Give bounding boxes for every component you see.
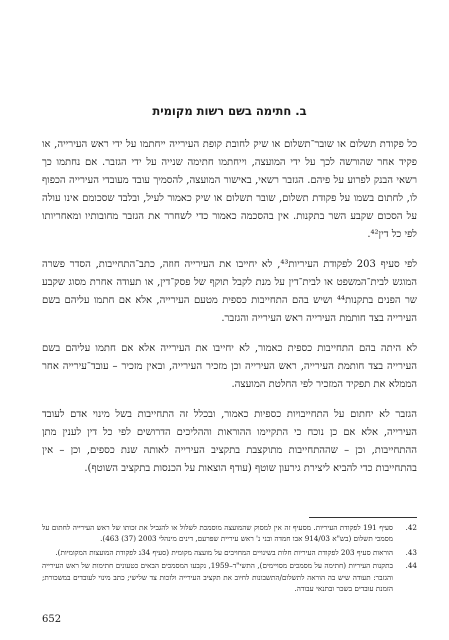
page-number: 652 xyxy=(42,614,62,625)
body-text xyxy=(42,136,417,490)
footnote xyxy=(42,547,417,558)
paragraph: לפי סעיף 203 לפקודת העיריות⁴³, לא יחייבו את העירייה חוזה, כתב־התחייבות, הסדר פשרה המוגש לבית־המשפט או לבית־דין על מנת לקבל תוקף של פסק־דין, או תעודה אחרת מסוג שקבע שר הפנים בתקנות⁴⁴ ושיש בהם התחייבות כספית מטעם העירייה, אלא אם חתמו עליהם בשם העירייה בצד חותמת העירייה ראש העירייה והגזבר. xyxy=(42,259,417,324)
document-page xyxy=(42,0,417,640)
footnote xyxy=(42,522,417,545)
footnote-number: 43. xyxy=(405,547,417,557)
footnote-text: סעיף 191 לפקודת העיריות. מסעיף זה אין למסוק שהמועצה מוסמכת לשלול או להגביל את זכותו של ראש העירייה לחתום על מסמכי תשלום (בש"א 914/03 אבו חמדה ובני נ' ראש עיריית שפרעם, דינים מינהלי 2003 (37) 463). xyxy=(42,523,393,544)
footnote-text: בתקנות העיריות (חתימה על מסמכים מסויימים), התשי"ד–1959, נקבעו המסמכים הבאים כטעונים חתימות של ראש העירייה והגזבר: תעודה שיש בה הוראה לתשלום/התשבונות לחיוב את תקציב העירייה ולזכות צד שלישי; כתב מינוי לעובדים במשכורת; הזמנת עובדים בשכר ובתנאי עבודה. xyxy=(42,561,393,594)
footnote-text: הוראות סעיף 203 לפקודת העיריות חלות בשינויים המחויבים על מועצה מקומית (סעיף 34נ לפקודת המועצות המקומיות). xyxy=(55,547,393,557)
section-heading: ב. חתימה בשם רשות מקומית xyxy=(152,104,307,118)
paragraph: הגזבר לא יחתום על התחייבויות כספיות כאמור, ובכלל זה התחייבות בשל מינוי אדם לעובד העירייה, אלא אם כן נוכח כי התקיימו ההוראות וההליכים הדרושים לפי כל דין לענין מתן ההתחייבות, וכן – שההתחייבות מתוקצבת בתקציב העירייה לאותה שנת כספים, וכן – אין בהתחייבות כדי להביא ליצירת גירעון שוטף (עודף הוצאות על הכנסות בתקציב השוטף). xyxy=(42,409,417,474)
footnote-divider xyxy=(309,517,417,518)
footnotes xyxy=(42,522,417,596)
footnote xyxy=(42,560,417,594)
footnote-number: 44. xyxy=(405,561,417,571)
paragraph: לא היתה בהם התחייבות כספית כאמור, לא יחייבו את העירייה אלא אם חתמו עליהם בשם העירייה בצד חותמת העירייה, ראש העירייה וכן מזכיר העירייה, ובאין מזכיר – עובד־עירייה אחר הממלא את תפקיד המזכיר לפי החלטת המועצה. xyxy=(42,343,417,390)
paragraph: כל פקודת תשלום או שובר־תשלום או שיק לחובת קופת העירייה ייחתמו על ידי ראש העירייה, או פקיד אחר שהורשה לכך על ידי המועצה, וייחתמו חתימה שנייה על ידי הגזבר. אם נחתמו כך רשאי הבנק לפרוע על פיהם. הגזבר רשאי, באישור המועצה, להסמיך עובד מעובדי העירייה הכפוף לו, לחתום בשמו על פקודת תשלום, שובר תשלום או שיק כאמור לעיל, ובלבד שסכומם אינו עולה על הסכום שקבע השר בתקנות. אין בהסכמה כאמור כדי לשחרר את הגזבר מחובותיו ומאחריותו לפי כל דין⁴². xyxy=(42,139,417,240)
footnote-number: 42. xyxy=(405,523,417,532)
